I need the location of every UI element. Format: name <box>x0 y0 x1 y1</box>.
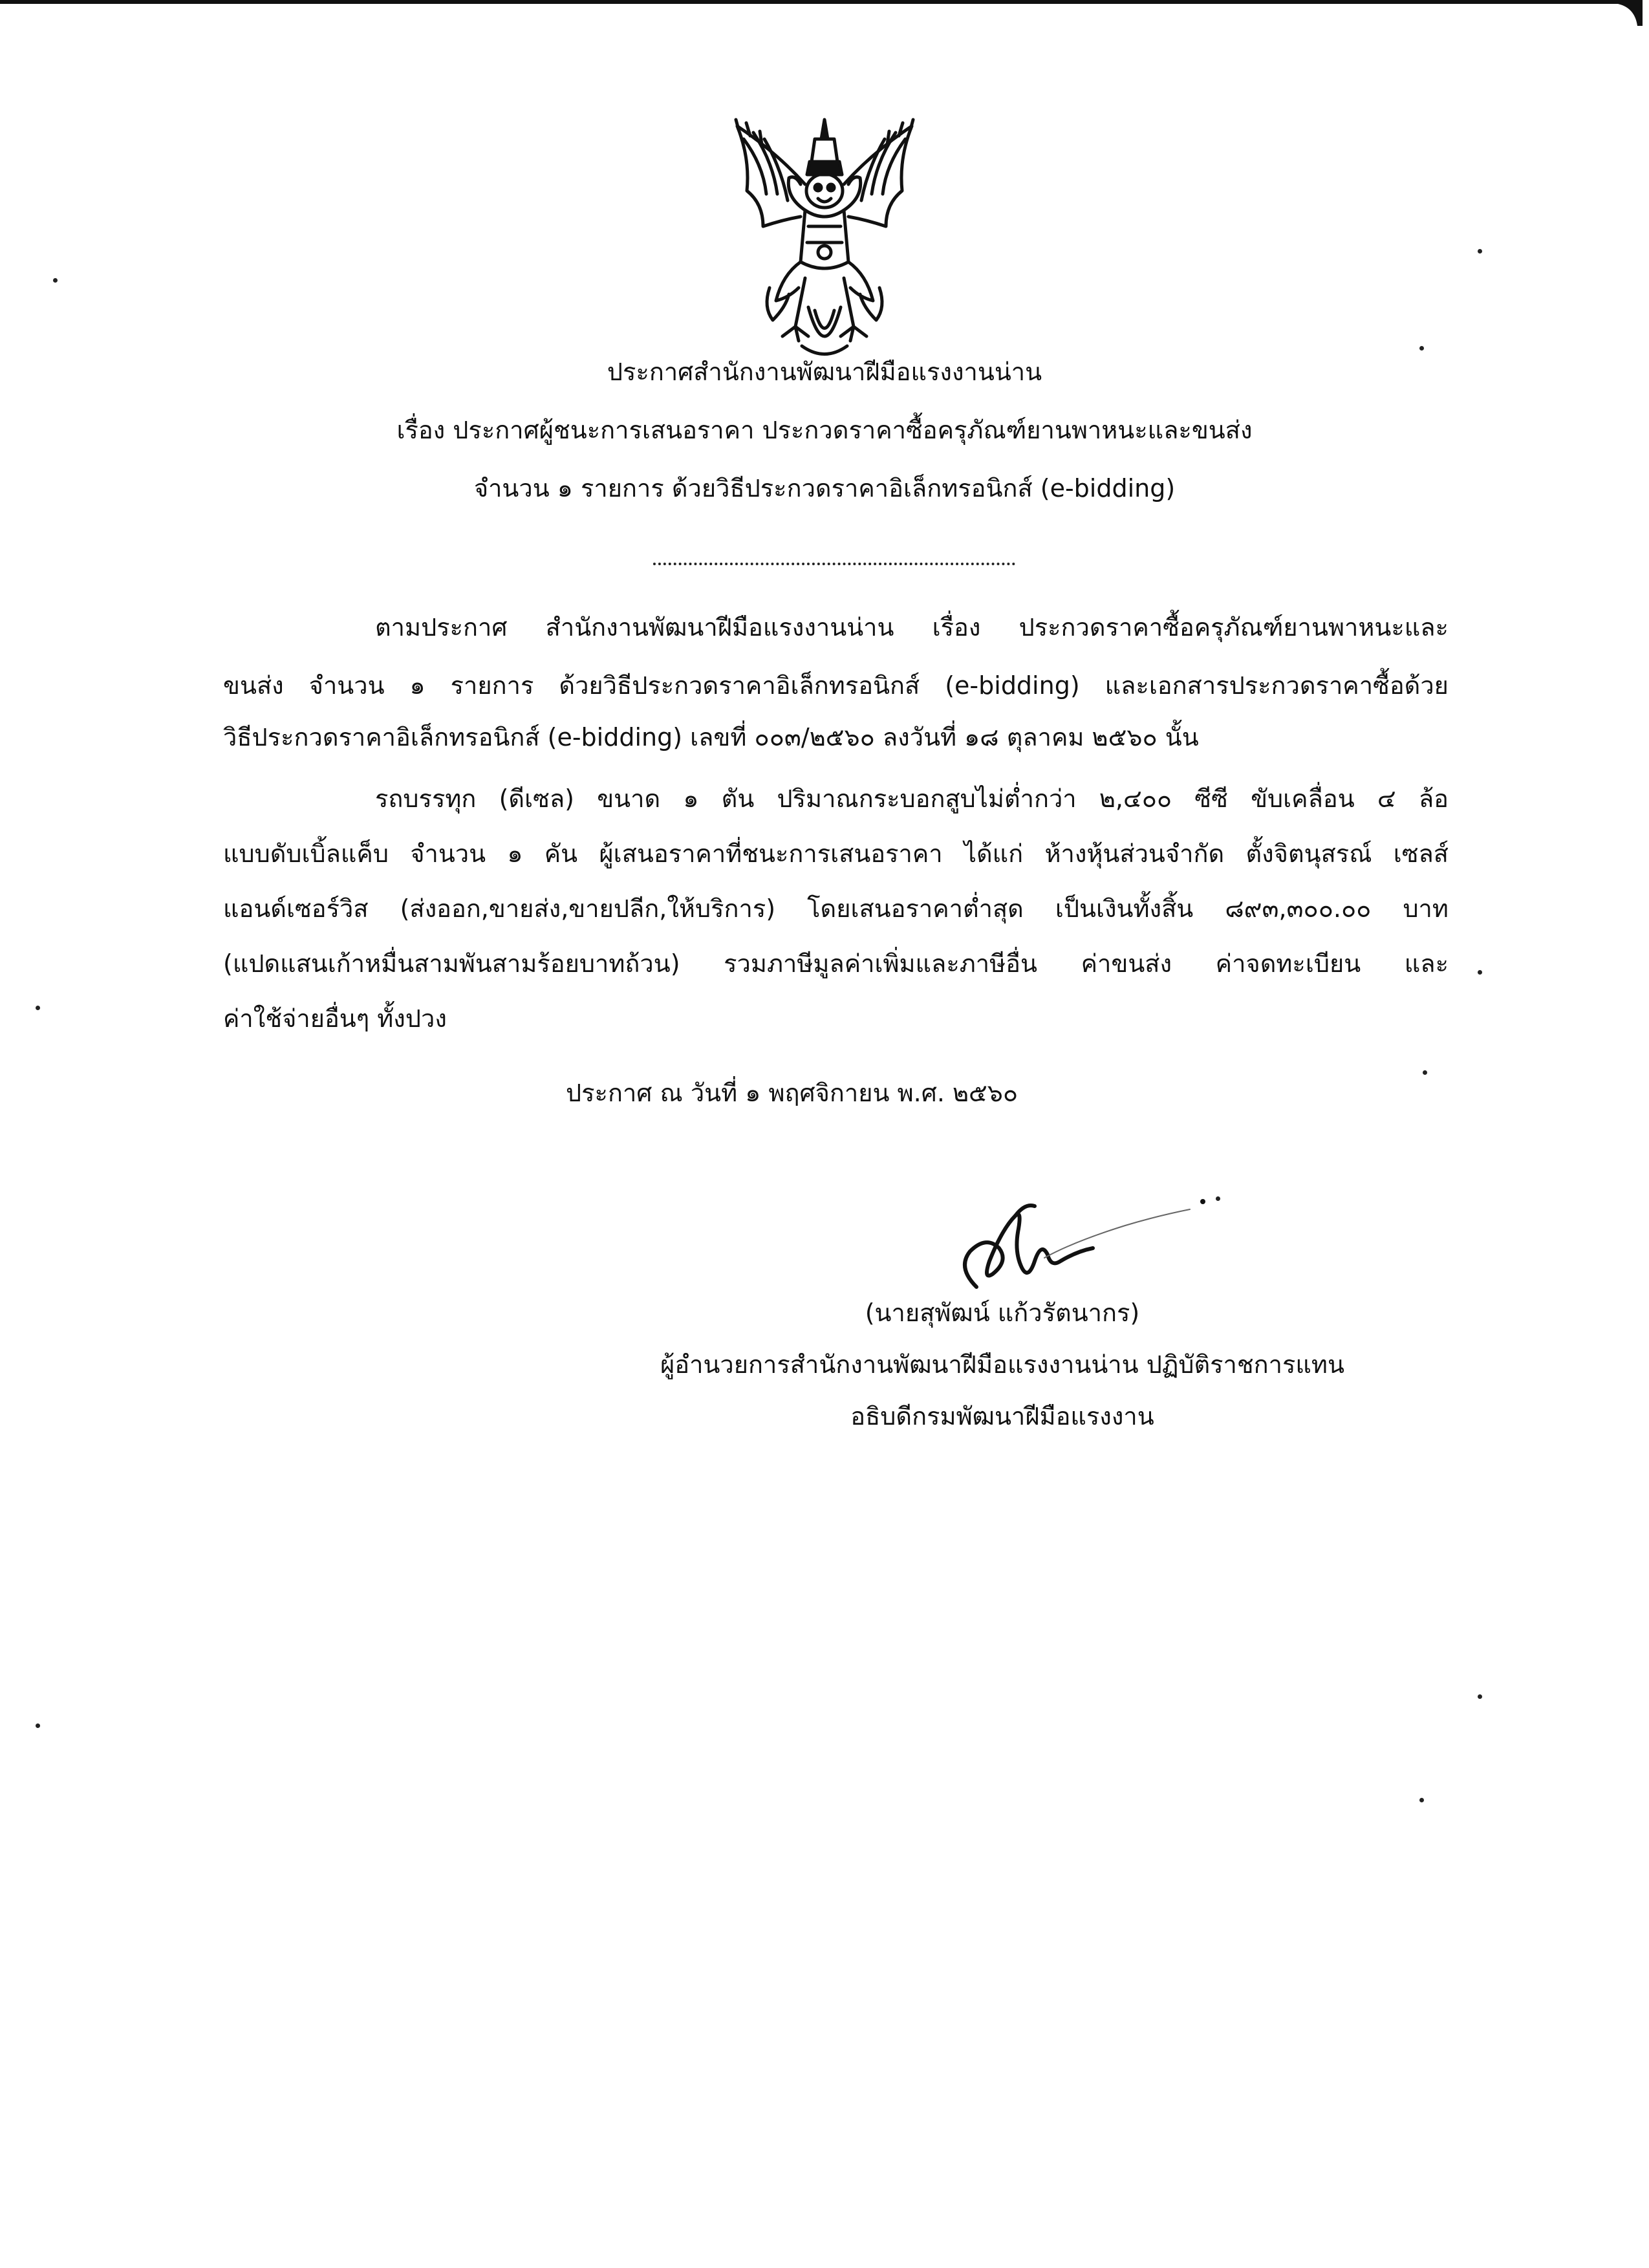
text-segment: (ส่งออก,ขายส่ง,ขายปลีก,ให้บริการ) <box>400 894 776 923</box>
text-segment: เรื่อง <box>932 613 981 642</box>
scan-speck <box>1419 1798 1424 1802</box>
scan-speck <box>1216 1196 1220 1201</box>
text-segment: สำนักงานพัฒนาฝีมือแรงงานน่าน <box>545 613 894 642</box>
signer-position: ผู้อำนวยการสำนักงานพัฒนาฝีมือแรงงานน่าน ปฏิบัติราชการแทน <box>660 1350 1344 1379</box>
paragraph-2-line-3 <box>223 892 1449 925</box>
text-segment: ประกวดราคาซื้อครุภัณฑ์ยานพาหนะและ <box>1018 613 1449 642</box>
text-segment: ล้อ <box>1418 784 1449 813</box>
text-segment: และเอกสารประกวดราคาซื้อด้วย <box>1105 671 1449 700</box>
scan-speck <box>1478 970 1482 975</box>
scan-corner-mark <box>1604 0 1643 26</box>
announcement-date: ประกาศ ณ วันที่ ๑ พฤศจิกายน พ.ศ. ๒๕๖๐ <box>566 1079 1018 1107</box>
scan-speck <box>36 1006 40 1010</box>
signer-position-continued: อธิบดีกรมพัฒนาฝีมือแรงงาน <box>850 1402 1154 1431</box>
signer-name: (นายสุพัฒน์ แก้วรัตนากร) <box>865 1299 1140 1327</box>
text-segment: บาท <box>1403 894 1449 923</box>
garuda-emblem-icon <box>724 113 925 365</box>
text-segment: ตั้งจิตนุสรณ์ <box>1245 839 1372 868</box>
paragraph-1-line-2 <box>223 669 1449 702</box>
text-segment: และ <box>1404 949 1449 978</box>
text-segment: เซลส์ <box>1393 839 1449 868</box>
text-segment: รายการ <box>450 671 534 700</box>
text-segment: แบบดับเบิ้ลแค็บ <box>223 839 389 868</box>
announcement-title: ประกาศสำนักงานพัฒนาฝีมือแรงงานน่าน <box>607 358 1042 386</box>
scan-speck <box>1478 249 1482 254</box>
text-segment: ผู้เสนอราคาที่ชนะการเสนอราคา <box>599 839 943 868</box>
text-segment: ขนาด <box>597 784 661 813</box>
text-segment: (ดีเซล) <box>499 784 575 813</box>
text-segment: ได้แก่ <box>964 839 1024 868</box>
text-segment: ๒,๔๐๐ <box>1099 784 1172 813</box>
text-segment: ด้วยวิธีประกวดราคาอิเล็กทรอนิกส์ <box>559 671 920 700</box>
text-segment: แอนด์เซอร์วิส <box>223 894 369 923</box>
text-segment: ค่าจดทะเบียน <box>1215 949 1361 978</box>
scan-speck <box>53 278 58 283</box>
text-segment: ขับเคลื่อน <box>1251 784 1355 813</box>
text-segment: จำนวน <box>308 671 385 700</box>
paragraph-1-line-3: วิธีประกวดราคาอิเล็กทรอนิกส์ (e-bidding) เลขที่ ๐๐๓/๒๕๖๐ ลงวันที่ ๑๘ ตุลาคม ๒๕๖๐ นั้น <box>223 723 1199 751</box>
text-segment: โดยเสนอราคาต่ำสุด <box>807 894 1024 923</box>
text-segment: (e-bidding) <box>945 671 1080 700</box>
scan-speck <box>1419 346 1424 351</box>
winning-bid-amount: ๘๙๓,๓๐๐.๐๐ <box>1225 894 1372 923</box>
paragraph-2-line-4 <box>223 947 1449 980</box>
text-segment: ขนส่ง <box>223 671 284 700</box>
text-segment: ตัน <box>721 784 755 813</box>
announcement-subject-continued: จำนวน ๑ รายการ ด้วยวิธีประกวดราคาอิเล็กทรอนิกส์ (e-bidding) <box>473 474 1176 502</box>
text-segment: เป็นเงินทั้งสิ้น <box>1055 894 1194 923</box>
text-segment: คัน <box>544 839 578 868</box>
text-segment: ห้างหุ้นส่วนจำกัด <box>1044 839 1225 868</box>
text-segment: ๑ <box>409 671 426 700</box>
text-segment: ๑ <box>507 839 523 868</box>
text-segment: รถบรรทุก <box>375 784 477 813</box>
text-segment: ปริมาณกระบอกสูบไม่ต่ำกว่า <box>777 784 1077 813</box>
paragraph-1-line-1 <box>375 611 1449 643</box>
scan-top-edge <box>0 0 1636 4</box>
text-segment: ๑ <box>683 784 699 813</box>
scan-speck <box>36 1723 40 1728</box>
text-segment: รวมภาษีมูลค่าเพิ่มและภาษีอื่น <box>724 949 1037 978</box>
text-segment: ค่าขนส่ง <box>1081 949 1172 978</box>
scan-speck <box>1478 1694 1482 1699</box>
paragraph-2-line-1 <box>375 783 1449 815</box>
scan-speck <box>1423 1070 1427 1075</box>
heading-divider <box>653 563 1015 565</box>
text-segment: จำนวน <box>410 839 486 868</box>
signature-mark <box>931 1190 1216 1300</box>
amount-in-words: (แปดแสนเก้าหมื่นสามพันสามร้อยบาทถ้วน) <box>223 949 680 978</box>
paragraph-2-line-2 <box>223 837 1449 870</box>
text-segment: ตามประกาศ <box>375 613 508 642</box>
announcement-subject: เรื่อง ประกาศผู้ชนะการเสนอราคา ประกวดราคาซื้อครุภัณฑ์ยานพาหนะและขนส่ง <box>396 416 1253 444</box>
paragraph-2-line-5: ค่าใช้จ่ายอื่นๆ ทั้งปวง <box>223 1004 447 1033</box>
text-segment: ๔ <box>1377 784 1396 813</box>
text-segment: ซีซี <box>1194 784 1228 813</box>
